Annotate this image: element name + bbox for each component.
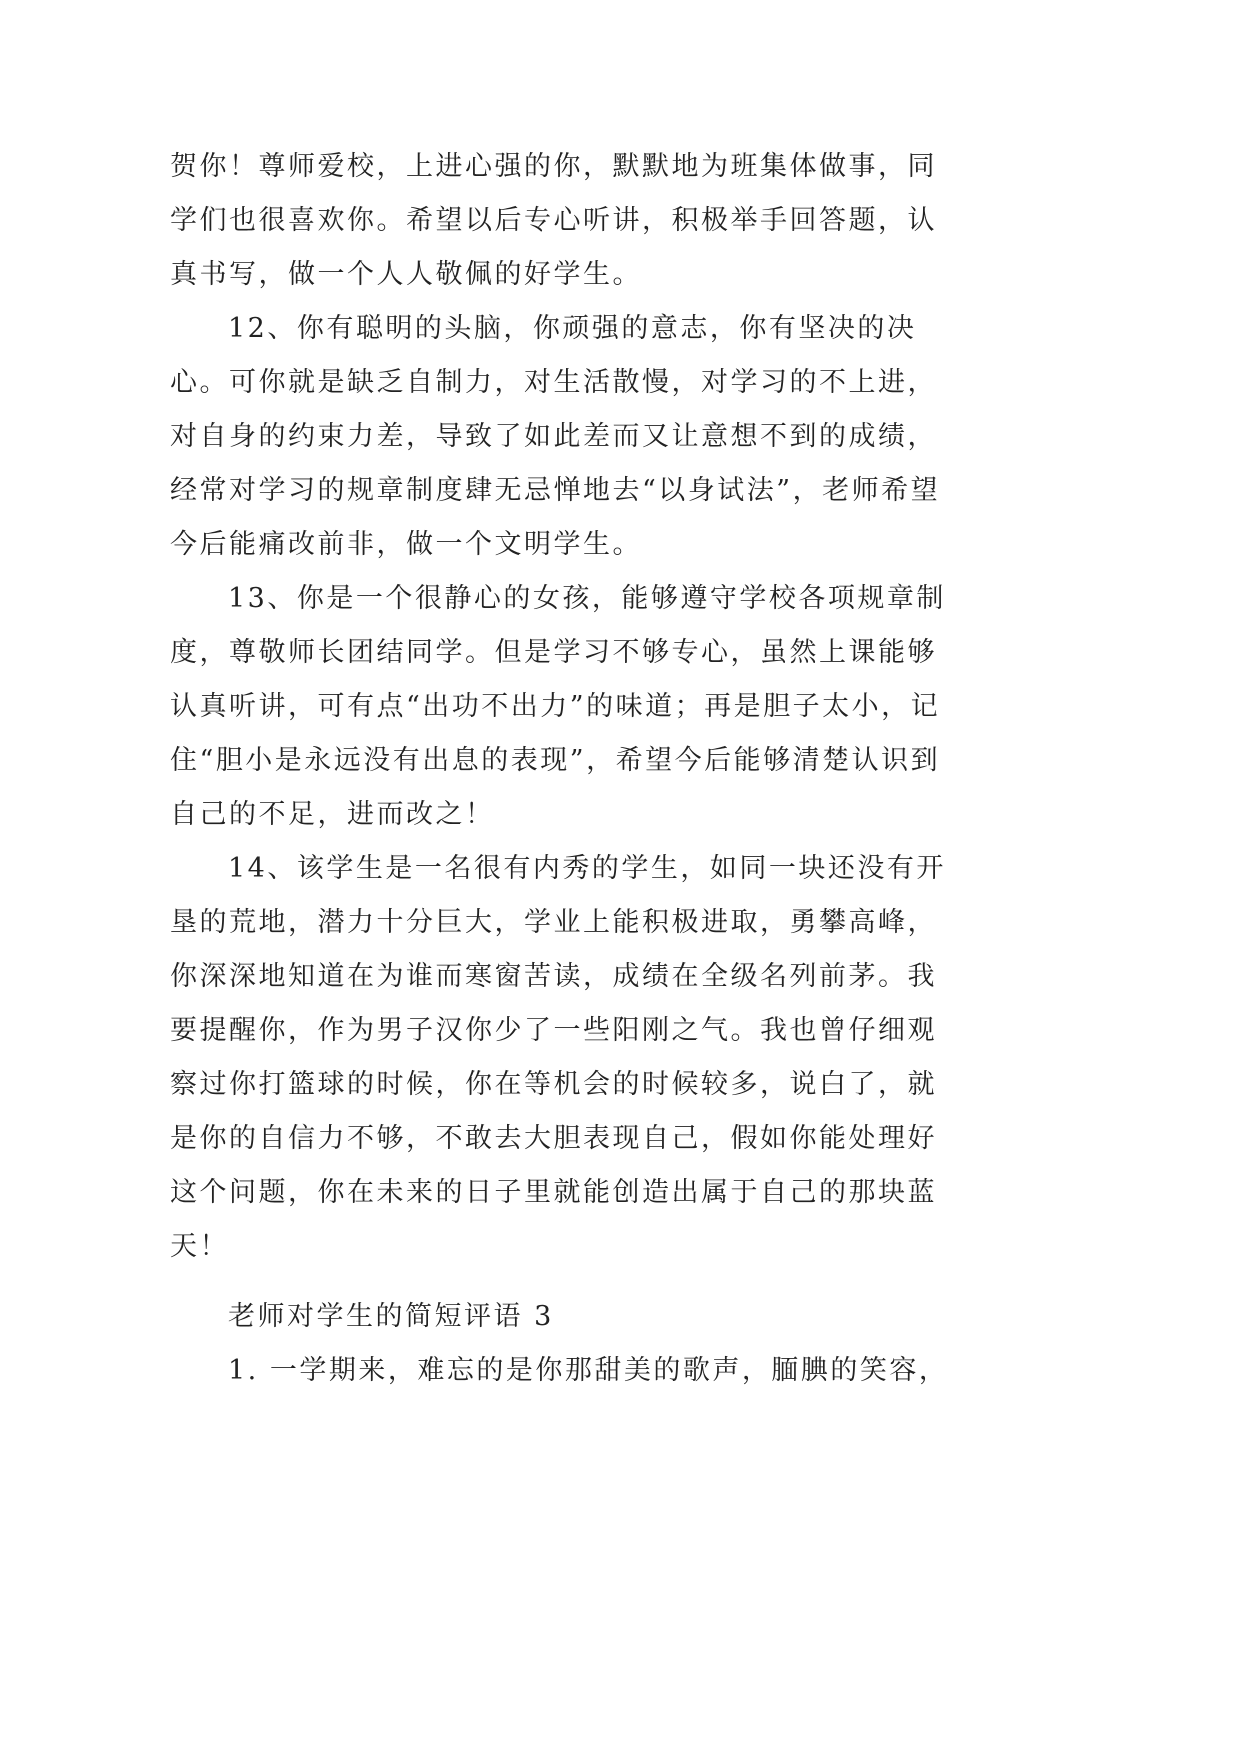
- section-heading: 老师对学生的简短评语 3: [228, 1301, 554, 1332]
- body-text-upper: [170, 140, 950, 1274]
- body-text-lower: [170, 1290, 950, 1398]
- continued-paragraph: 贺你！尊师爱校，上进心强的你，默默地为班集体做事，同学们也很喜欢你。希望以后专心听讲，积极举手回答题，认真书写，做一个人人敬佩的好学生。: [170, 151, 937, 290]
- comment-item-14: 14、该学生是一名很有内秀的学生，如同一块还没有开垦的荒地，潜力十分巨大，学业上能积极进取，勇攀高峰，你深深地知道在为谁而寒窗苦读，成绩在全级名列前茅。我要提醒你，作为男子汉你少了一些阳刚之气。我也曾仔细观察过你打篮球的时候，你在等机会的时候较多，说白了，就是你的自信力不够，不敢去大胆表现自己，假如你能处理好这个问题，你在未来的日子里就能创造出属于自己的那块蓝天！: [170, 853, 946, 1262]
- comment-item-13: 13、你是一个很静心的女孩，能够遵守学校各项规章制度，尊敬师长团结同学。但是学习不够专心，虽然上课能够认真听讲，可有点“出功不出力”的味道；再是胆子太小，记住“胆小是永远没有出息的表现”，希望今后能够清楚认识到自己的不足，进而改之！: [170, 583, 946, 830]
- comment-item-1: 1. 一学期来，难忘的是你那甜美的歌声，腼腆的笑容，: [228, 1355, 949, 1386]
- comment-item-12: 12、你有聪明的头脑，你顽强的意志，你有坚决的决心。可你就是缺乏自制力，对生活散慢，对学习的不上进，对自身的约束力差，导致了如此差而又让意想不到的成绩，经常对学习的规章制度肆无忌惮地去“以身试法”，老师希望今后能痛改前非，做一个文明学生。: [170, 313, 941, 560]
